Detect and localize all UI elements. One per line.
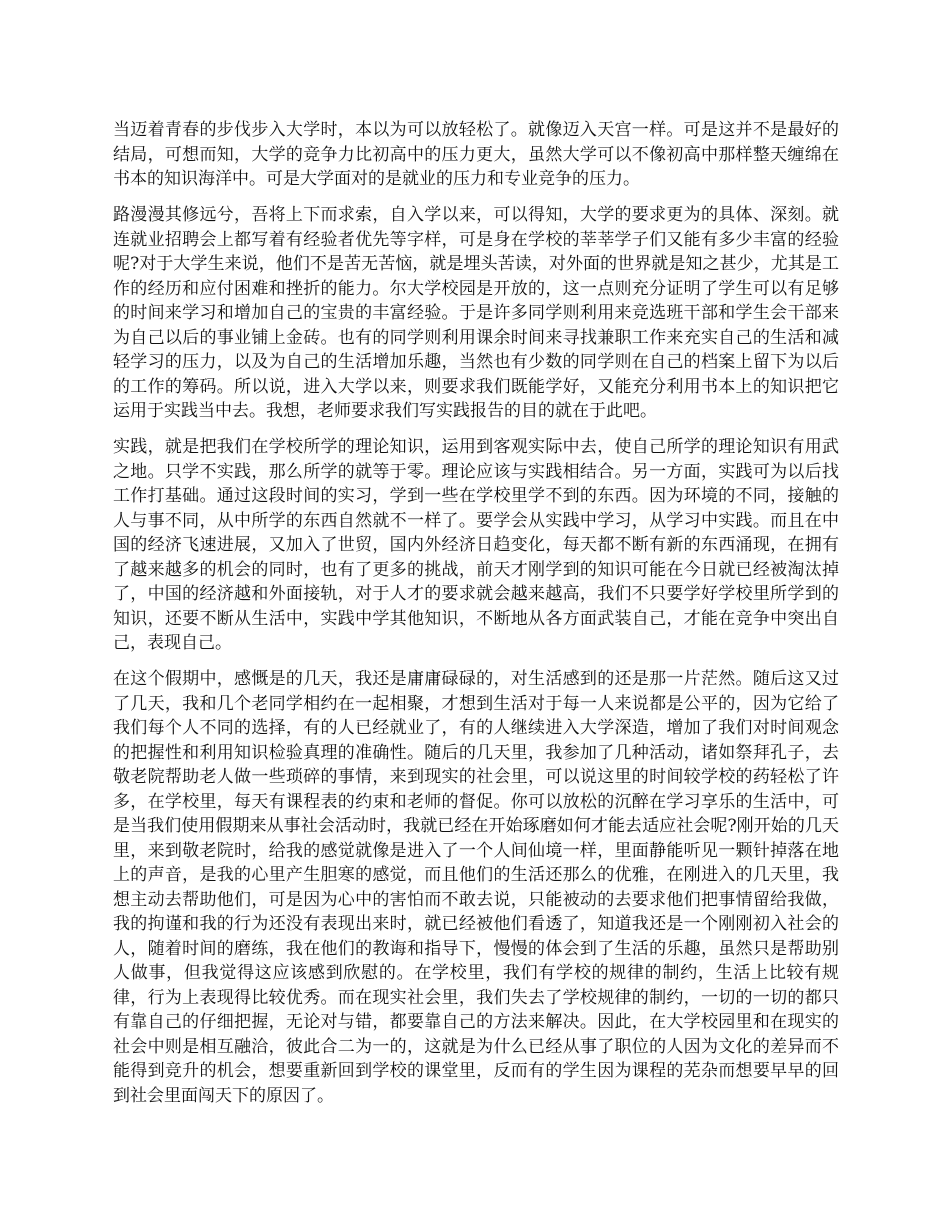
paragraph-1: 当迈着青春的步伐步入大学时，本以为可以放轻松了。就像迈入天宫一样。可是这并不是最好的结局，可想而知，大学的竞争力比初高中的压力更大，虽然大学可以不像初高中那样整天缠绵在书本的知识海洋中。可是大学面对的是就业的压力和专业竞争的压力。 <box>113 120 839 189</box>
paragraph-4: 在这个假期中，感慨是的几天，我还是庸庸碌碌的，对生活感到的还是那一片茫然。随后这又过了几天，我和几个老同学相约在一起相聚，才想到生活对于每一人来说都是公平的，因为它给了我们每个人不同的选择，有的人已经就业了，有的人继续进入大学深造，增加了我们对时间观念的把握性和利用知识检验真理的准确性。随后的几天里，我参加了几种活动，诸如祭拜孔子，去敬老院帮助老人做一些琐碎的事情，来到现实的社会里，可以说这里的时间较学校的药轻松了许多，在学校里，每天有课程表的约束和老师的督促。你可以放松的沉醉在学习享乐的生活中，可是当我们使用假期来从事社会活动时，我就已经在开始琢磨如何才能去适应社会呢?刚开始的几天里，来到敬老院时，给我的感觉就像是进入了一个人间仙境一样，里面静能听见一颗针掉落在地上的声音，是我的心里产生胆寒的感觉，而且他们的生活还那么的优雅，在刚进入的几天里，我想主动去帮助他们，可是因为心中的害怕而不敢去说，只能被动的去要求他们把事情留给我做，我的拘谨和我的行为还没有表现出来时，就已经被他们看透了，知道我还是一个刚刚初入社会的人，随着时间的磨练，我在他们的教诲和指导下，慢慢的体会到了生活的乐趣，虽然只是帮助别人做事，但我觉得这应该感到欣慰的。在学校里，我们有学校的规律的制约，生活上比较有规律，行为上表现得比较优秀。而在现实社会里，我们失去了学校规律的制约，一切的一切的都只有靠自己的仔细把握，无论对与错，都要靠自己的方法来解决。因此，在大学校园里和在现实的社会中则是相互融洽，彼此合二为一的，这就是为什么已经从事了职位的人因为文化的差异而不能得到竞升的机会，想要重新回到学校的课堂里，反而有的学生因为课程的芜杂而想要早早的回到社会里面闯天下的原因了。 <box>113 669 839 1106</box>
paragraph-2: 路漫漫其修远兮，吾将上下而求索，自入学以来，可以得知，大学的要求更为的具体、深刻。就连就业招聘会上都写着有经验者优先等字样，可是身在学校的莘莘学子们又能有多少丰富的经验呢?对于大学生来说，他们不是苦无苦恼，就是埋头苦读，对外面的世界就是知之甚少，尤其是工作的经历和应付困难和挫折的能力。尔大学校园是开放的，这一点则充分证明了学生可以有足够的时间来学习和增加自己的宝贵的丰富经验。于是许多同学则利用来竞选班干部和学生会干部来为自己以后的事业铺上金砖。也有的同学则利用课余时间来寻找兼职工作来充实自己的生活和减轻学习的压力，以及为自己的生活增加乐趣，当然也有少数的同学则在自己的档案上留下为以后的工作的筹码。所以说，进入大学以来，则要求我们既能学好，又能充分利用书本上的知识把它运用于实践当中去。我想，老师要求我们写实践报告的目的就在于此吧。 <box>113 205 839 421</box>
document-body <box>113 118 839 1120</box>
paragraph-3: 实践，就是把我们在学校所学的理论知识，运用到客观实际中去，使自己所学的理论知识有用武之地。只学不实践，那么所学的就等于零。理论应该与实践相结合。另一方面，实践可为以后找工作打基础。通过这段时间的实习，学到一些在学校里学不到的东西。因为环境的不同，接触的人与事不同，从中所学的东西自然就不一样了。要学会从实践中学习，从学习中实践。而且在中国的经济飞速进展，又加入了世贸，国内外经济日趋变化，每天都不断有新的东西涌现，在拥有了越来越多的机会的同时，也有了更多的挑战，前天才刚学到的知识可能在今日就已经被淘汰掉了，中国的经济越和外面接轨，对于人才的要求就会越来越高，我们不只要学好学校里所学到的知识，还要不断从生活中，实践中学其他知识，不断地从各方面武装自己，才能在竞争中突出自己，表现自己。 <box>113 437 839 653</box>
